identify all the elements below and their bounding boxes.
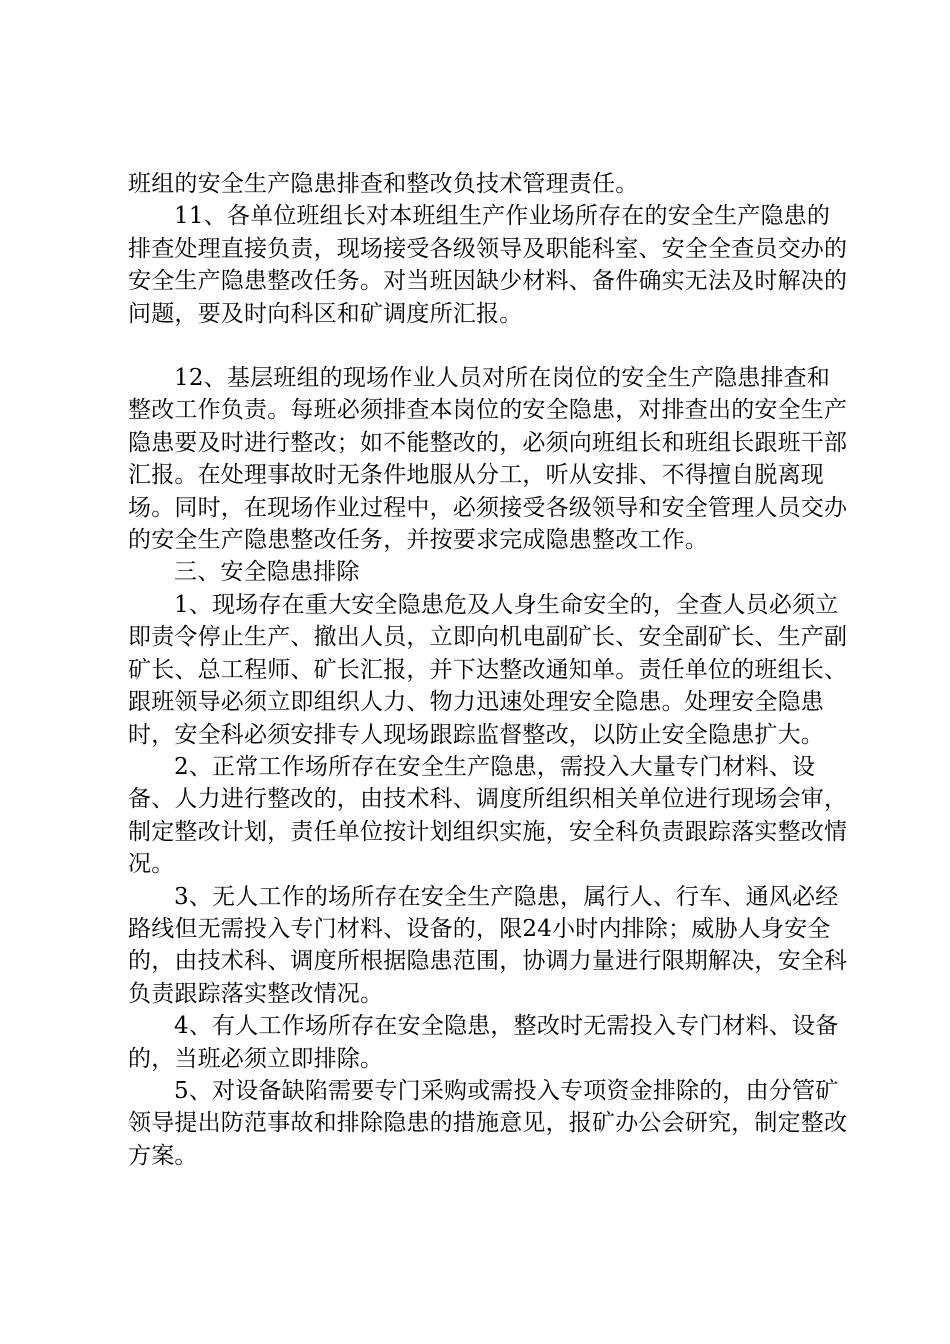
paragraph-item-1: 1、现场存在重大安全隐患危及人身生命安全的，全查人员必须立即责令停止生产、撤出人员，立即向机电副矿长、安全副矿长、生产副矿长、总工程师、矿长汇报，并下达整改通知单。责任单位的班组长、跟班领导必须立即组织人力、物力迅速处理安全隐患。处理安全隐患时，安全科必须安排专人现场跟踪监督整改，以防止安全隐患扩大。	[128, 591, 848, 748]
paragraph-item-3: 3、无人工作的场所存在安全生产隐患，属行人、行车、通风必经路线但无需投入专门材料、设备的，限24小时内排除；威胁人身安全的，由技术科、调度所根据隐患范围，协调力量进行限期解决，安全科负责跟踪落实整改情况。	[128, 883, 848, 1007]
paragraph-continuation: 班组的安全生产隐患排查和整改负技术管理责任。	[128, 171, 639, 197]
section-heading-3: 三、安全隐患排除	[174, 559, 360, 586]
paragraph-item-2: 2、正常工作场所存在安全生产隐患，需投入大量专门材料、设备、人力进行整改的，由技术科、调度所组织相关单位进行现场会审，制定整改计划，责任单位按计划组织实施，安全科负责跟踪落实整改情况。	[128, 753, 848, 878]
paragraph-item-5: 5、对设备缺陷需要专门采购或需投入专项资金排除的，由分管矿领导提出防范事故和排除隐患的措施意见，报矿办公会研究，制定整改方案。	[128, 1077, 848, 1169]
paragraph-item-11: 11、各单位班组长对本班组生产作业场所存在的安全生产隐患的排查处理直接负责，现场接受各级领导及职能科室、安全全查员交办的安全生产隐患整改任务。对当班因缺少材料、备件确实无法及时解决的问题，要及时向科区和矿调度所汇报。	[128, 203, 848, 327]
document-body	[128, 168, 850, 1172]
paragraph-item-4: 4、有人工作场所存在安全隐患，整改时无需投入专门材料、设备的，当班必须立即排除。	[128, 1013, 839, 1072]
paragraph-item-12: 12、基层班组的现场作业人员对所在岗位的安全生产隐患排查和整改工作负责。每班必须排查本岗位的安全隐患，对排查出的安全生产隐患要及时进行整改；如不能整改的，必须向班组长和班组长跟班干部汇报。在处理事故时无条件地服从分工，听从安排、不得擅自脱离现场。同时，在现场作业过程中，必须接受各级领导和安全管理人员交办的安全生产隐患整改任务，并按要求完成隐患整改工作。	[128, 365, 848, 554]
